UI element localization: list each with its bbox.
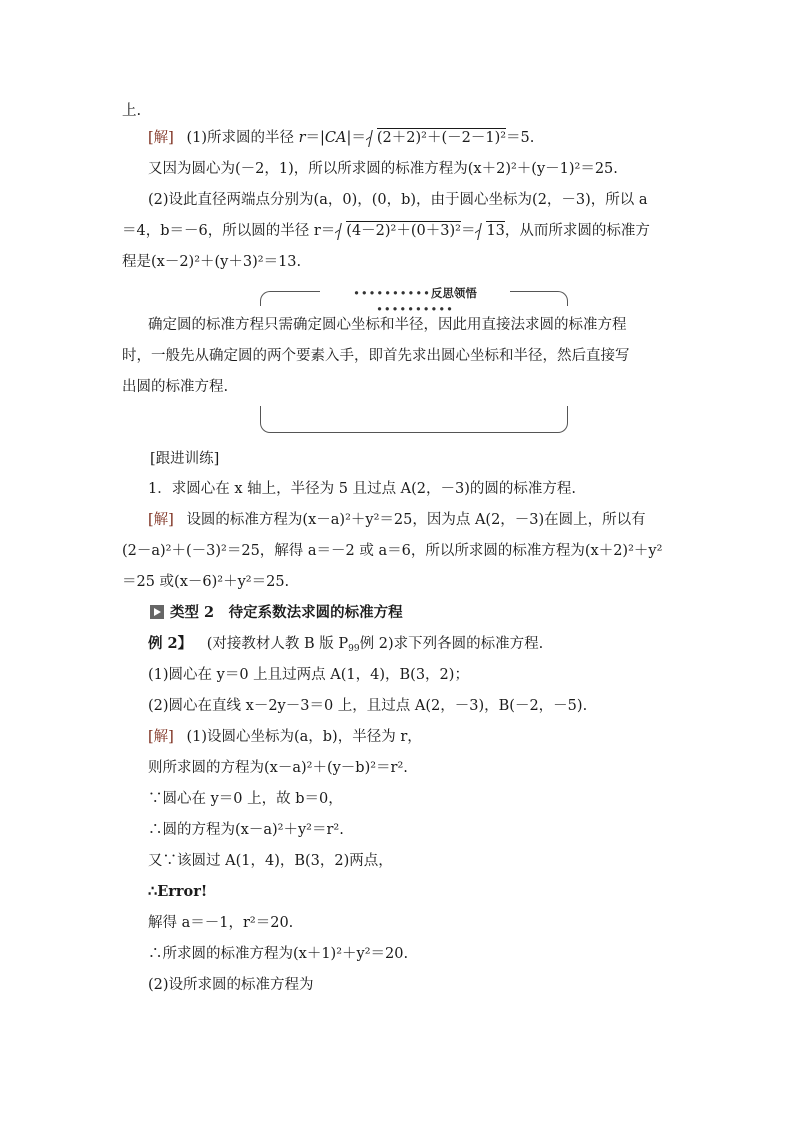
text-line: (2)圆心在直线 x－2y－3＝0 上，且过点 A(2，－3)，B(－2，－5). <box>148 698 588 714</box>
type-heading <box>150 603 403 623</box>
text-span: |＝ <box>346 130 366 146</box>
text-line: ＝25 或(x－6)²＋y²＝25. <box>122 574 290 590</box>
reflect-title-text: 反思领悟 <box>430 286 477 300</box>
solution-line-5 <box>122 221 650 241</box>
text-line: (2)设所求圆的标准方程为 <box>148 977 314 993</box>
solution-line-1 <box>148 128 534 148</box>
solution-line <box>148 727 422 747</box>
text-line: (1)圆心在 y＝0 上且过两点 A(1，4)，B(3，2)； <box>148 667 469 683</box>
text-line: (2)设此直径两端点分别为(a，0)，(0，b)，由于圆心坐标为(2，－3)，所以 a <box>148 192 648 208</box>
reflect-box-bottom <box>260 406 568 433</box>
follow-heading: [跟进训练] <box>150 451 220 467</box>
text-span: (1)设圆心坐标为(a，b)，半径为 r， <box>186 729 422 745</box>
text-line: (2－a)²＋(－3)²＝25，解得 a＝－2 或 a＝6，所以所求圆的标准方程为(x＋2)²＋y² <box>122 543 663 559</box>
type-label: 类型 2 待定系数法求圆的标准方程 <box>170 604 403 621</box>
text-span: (1)所求圆的半径 <box>186 130 299 146</box>
text-span: ，从而所求圆的标准方 <box>504 223 650 239</box>
text-span: ＝| <box>305 130 325 146</box>
solution-label: [解] <box>148 130 174 146</box>
reflect-title <box>320 285 510 317</box>
reflect-text: 时，一般先从确定圆的两个要素入手，即首先求出圆心坐标和半径，然后直接写 <box>122 348 630 364</box>
question-1: 1．求圆心在 x 轴上，半径为 5 且过点 A(2，－3)的圆的标准方程. <box>148 481 577 497</box>
radicand: 13 <box>486 223 505 239</box>
dots-right: •••••••••• <box>376 302 454 316</box>
radicand: (4－2)²＋(0＋3)² <box>346 223 461 239</box>
text-span: 设圆的标准方程为(x－a)²＋y²＝25，因为点 A(2，－3)在圆上，所以有 <box>186 512 646 528</box>
radicand: (2＋2)²＋(－2－1)² <box>376 130 507 146</box>
text-line: ∵圆心在 y＝0 上，故 b＝0， <box>148 791 343 807</box>
text-line: 上. <box>122 103 142 119</box>
text-line: ∴Error! <box>148 883 208 900</box>
text-line: ∴圆的方程为(x－a)²＋y²＝r². <box>148 822 344 838</box>
subscript: 99 <box>348 644 360 654</box>
text-span: ＝5. <box>506 130 535 146</box>
sqrt-expression <box>335 221 461 241</box>
text-line: ∴所求圆的标准方程为(x＋1)²＋y²＝20. <box>148 946 409 962</box>
text-line: 则所求圆的方程为(x－a)²＋(y－b)²＝r². <box>148 760 408 776</box>
sqrt-expression <box>475 221 504 241</box>
reflect-text: 确定圆的标准方程只需确定圆心坐标和半径，因此用直接法求圆的标准方程 <box>148 317 627 333</box>
example-line <box>148 634 543 654</box>
play-triangle-icon <box>150 605 164 619</box>
example-label: 例 2】 <box>148 635 193 652</box>
dots-left: •••••••••• <box>353 286 431 300</box>
text-span: (对接教材人教 B 版 P <box>206 636 349 652</box>
text-line: 解得 a＝－1，r²＝20. <box>148 915 294 931</box>
sqrt-expression <box>366 128 506 148</box>
text-line: 程是(x－2)²＋(y＋3)²＝13. <box>122 254 302 270</box>
solution-label: [解] <box>148 729 174 745</box>
reflect-text: 出圆的标准方程. <box>122 379 229 395</box>
var-ca: CA <box>324 130 347 146</box>
text-span: 例 2)求下列各圆的标准方程. <box>359 636 544 652</box>
text-line: 又∵该圆过 A(1，4)，B(3，2)两点， <box>148 853 393 869</box>
var-r: r <box>298 130 306 146</box>
text-span: ＝4，b＝－6，所以圆的半径 r＝ <box>122 223 336 239</box>
solution-label: [解] <box>148 512 174 528</box>
text-span: ＝ <box>460 223 476 239</box>
solution-line <box>148 510 646 530</box>
text-line: 又因为圆心为(－2，1)，所以所求圆的标准方程为(x＋2)²＋(y－1)²＝25. <box>148 161 618 177</box>
